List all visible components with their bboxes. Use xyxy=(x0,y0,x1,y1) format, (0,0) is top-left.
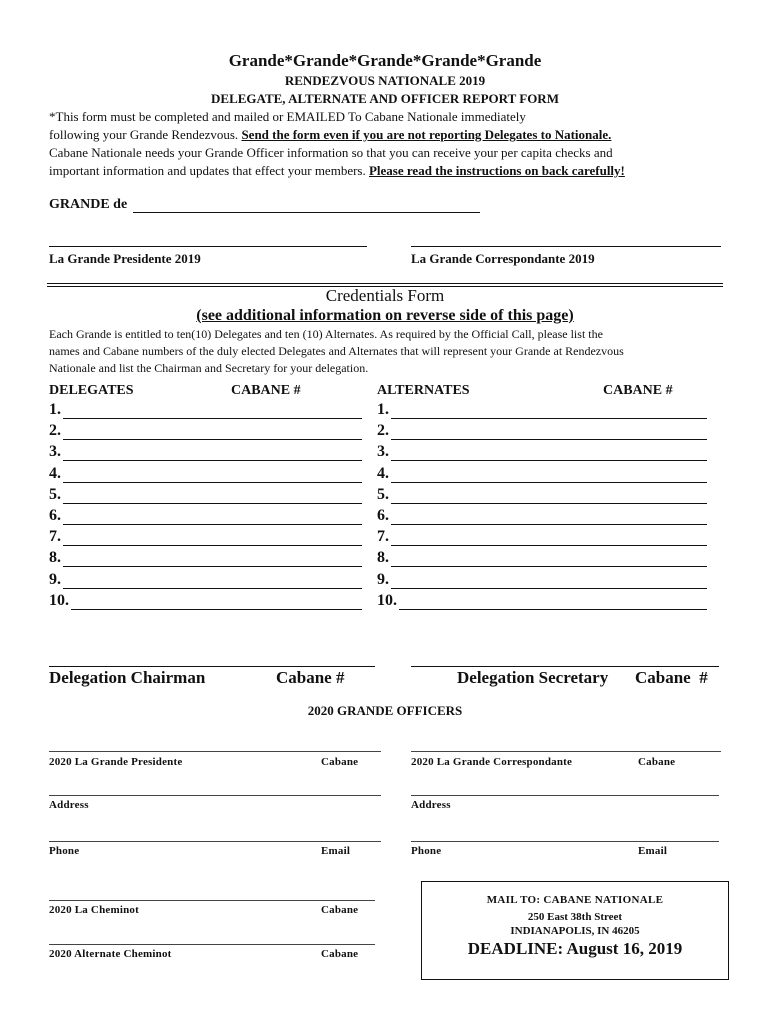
delegate-entry-field[interactable] xyxy=(71,609,362,610)
intro-line-4 xyxy=(49,162,729,180)
delegate-number: 7. xyxy=(49,528,61,546)
delegate-number: 8. xyxy=(49,549,61,567)
alternate-cheminot-label: 2020 Alternate Cheminot xyxy=(49,948,172,960)
delegate-entry-field[interactable] xyxy=(63,566,362,567)
delegation-secretary-field[interactable] xyxy=(411,666,719,667)
presidente-signature-field[interactable] xyxy=(49,246,367,247)
cheminot-label: 2020 La Cheminot xyxy=(49,904,139,916)
delegate-entry-field[interactable] xyxy=(63,588,362,589)
delegate-entry-field[interactable] xyxy=(63,503,362,504)
correspondante-contact-field[interactable] xyxy=(411,841,719,842)
alternate-entry-field[interactable] xyxy=(391,566,707,567)
presidente-phone-label: Phone xyxy=(49,845,80,857)
alternate-cheminot-cabane-label: Cabane xyxy=(321,948,359,960)
intro-line-4-text: important information and updates that effect your members. xyxy=(49,163,369,178)
correspondante-signature-label: La Grande Correspondante 2019 xyxy=(411,251,595,266)
alternates-header: ALTERNATES xyxy=(377,383,470,398)
alternate-entry-field[interactable] xyxy=(391,524,707,525)
alternate-entry-field[interactable] xyxy=(391,503,707,504)
correspondante-signature-field[interactable] xyxy=(411,246,721,247)
delegates-cabane-header: CABANE # xyxy=(231,383,301,398)
alternate-number: 1. xyxy=(377,401,389,418)
delegate-number: 5. xyxy=(49,485,61,503)
delegate-number: 10. xyxy=(49,591,69,609)
alternate-entry-field[interactable] xyxy=(391,418,707,419)
alternate-number: 2. xyxy=(377,422,389,440)
alternate-entry-field[interactable] xyxy=(391,545,707,546)
delegate-number: 1. xyxy=(49,401,61,418)
presidente-label: 2020 La Grande Presidente xyxy=(49,756,183,768)
intro-line-4-emphasis: Please read the instructions on back carefully! xyxy=(368,163,625,178)
intro-line-2-emphasis: Send the form even if you are not reporting Delegates to Nationale. xyxy=(241,127,612,142)
alternate-entry-field[interactable] xyxy=(391,482,707,483)
alternate-entry-field[interactable] xyxy=(399,609,707,610)
alternate-entry-field[interactable] xyxy=(391,588,707,589)
correspondante-field[interactable] xyxy=(411,751,721,752)
intro-line-2 xyxy=(49,126,729,144)
section-divider xyxy=(47,283,723,284)
delegation-chairman-field[interactable] xyxy=(49,666,375,667)
presidente-contact-field[interactable] xyxy=(49,841,381,842)
alternate-number: 3. xyxy=(377,443,389,461)
intro-paragraph xyxy=(49,108,729,180)
credentials-line-3: Nationale and list the Chairman and Secretary for your delegation. xyxy=(49,361,369,375)
grande-label: GRANDE de xyxy=(49,197,128,212)
presidente-email-label: Email xyxy=(321,845,351,857)
credentials-line-1: Each Grande is entitled to ten(10) Delegates and ten (10) Alternates. As required by the Official Call, please list the xyxy=(49,327,603,341)
intro-line-3: Cabane Nationale needs your Grande Officer information so that you can receive your per capita checks and xyxy=(49,145,613,160)
presidente-address-label: Address xyxy=(49,799,89,811)
delegate-entry-field[interactable] xyxy=(63,482,362,483)
presidente-cabane-label: Cabane xyxy=(321,756,359,768)
mail-to-line-2: 250 East 38th Street xyxy=(527,911,623,923)
alternate-number: 7. xyxy=(377,528,389,546)
delegate-entry-field[interactable] xyxy=(63,418,362,419)
delegate-entry-field[interactable] xyxy=(63,545,362,546)
cheminot-field[interactable] xyxy=(49,900,375,901)
delegate-entry-field[interactable] xyxy=(63,460,362,461)
intro-line-2-text: following your Grande Rendezvous. xyxy=(49,127,242,142)
alternate-number: 8. xyxy=(377,549,389,567)
alternate-entry-field[interactable] xyxy=(391,460,707,461)
delegate-number: 2. xyxy=(49,422,61,440)
delegate-number: 6. xyxy=(49,507,61,524)
correspondante-address-field[interactable] xyxy=(411,795,719,796)
delegate-number: 3. xyxy=(49,443,61,461)
delegate-entry-field[interactable] xyxy=(63,524,362,525)
delegates-header: DELEGATES xyxy=(49,383,134,398)
alternate-entry-field[interactable] xyxy=(391,439,707,440)
delegation-secretary-cabane-label: Cabane # xyxy=(635,668,708,687)
grande-name-field[interactable] xyxy=(133,212,480,213)
form-subtitle-event: RENDEZVOUS NATIONALE 2019 xyxy=(284,73,486,88)
form-subtitle-type: DELEGATE, ALTERNATE AND OFFICER REPORT FORM xyxy=(211,91,559,106)
alternates-cabane-header: CABANE # xyxy=(603,383,673,398)
delegate-number: 4. xyxy=(49,464,61,482)
credentials-subtitle: (see additional information on reverse side of this page) xyxy=(196,307,574,324)
delegation-secretary-label: Delegation Secretary xyxy=(457,668,609,687)
correspondante-email-label: Email xyxy=(638,845,668,857)
alternate-number: 4. xyxy=(377,464,389,482)
correspondante-address-label: Address xyxy=(411,799,451,811)
delegate-number: 9. xyxy=(49,570,61,588)
deadline-text: DEADLINE: August 16, 2019 xyxy=(467,939,683,958)
presidente-address-field[interactable] xyxy=(49,795,381,796)
form-title: Grande*Grande*Grande*Grande*Grande xyxy=(228,51,542,70)
intro-line-1: *This form must be completed and mailed or EMAILED To Cabane Nationale immediately xyxy=(49,109,526,124)
correspondante-label: 2020 La Grande Correspondante xyxy=(411,756,573,768)
alternate-number: 6. xyxy=(377,507,389,524)
officers-title: 2020 GRANDE OFFICERS xyxy=(307,703,463,718)
alternate-number: 10. xyxy=(377,591,397,609)
delegation-chairman-cabane-label: Cabane # xyxy=(276,668,345,687)
alternate-number: 5. xyxy=(377,485,389,503)
mail-to-box xyxy=(421,881,729,980)
presidente-field[interactable] xyxy=(49,751,381,752)
delegation-chairman-label: Delegation Chairman xyxy=(49,668,206,687)
presidente-signature-label: La Grande Presidente 2019 xyxy=(49,251,201,266)
credentials-line-2: names and Cabane numbers of the duly elected Delegates and Alternates that will represent your Grande at Rendezvous xyxy=(49,344,624,358)
correspondante-cabane-label: Cabane xyxy=(638,756,676,768)
credentials-title: Credentials Form xyxy=(325,286,445,305)
alternate-cheminot-field[interactable] xyxy=(49,944,375,945)
mail-to-line-1: MAIL TO: CABANE NATIONALE xyxy=(486,894,664,906)
alternate-number: 9. xyxy=(377,570,389,588)
correspondante-phone-label: Phone xyxy=(411,845,442,857)
mail-to-line-3: INDIANAPOLIS, IN 46205 xyxy=(510,925,640,937)
cheminot-cabane-label: Cabane xyxy=(321,904,359,916)
credentials-instructions xyxy=(49,326,749,377)
delegate-entry-field[interactable] xyxy=(63,439,362,440)
